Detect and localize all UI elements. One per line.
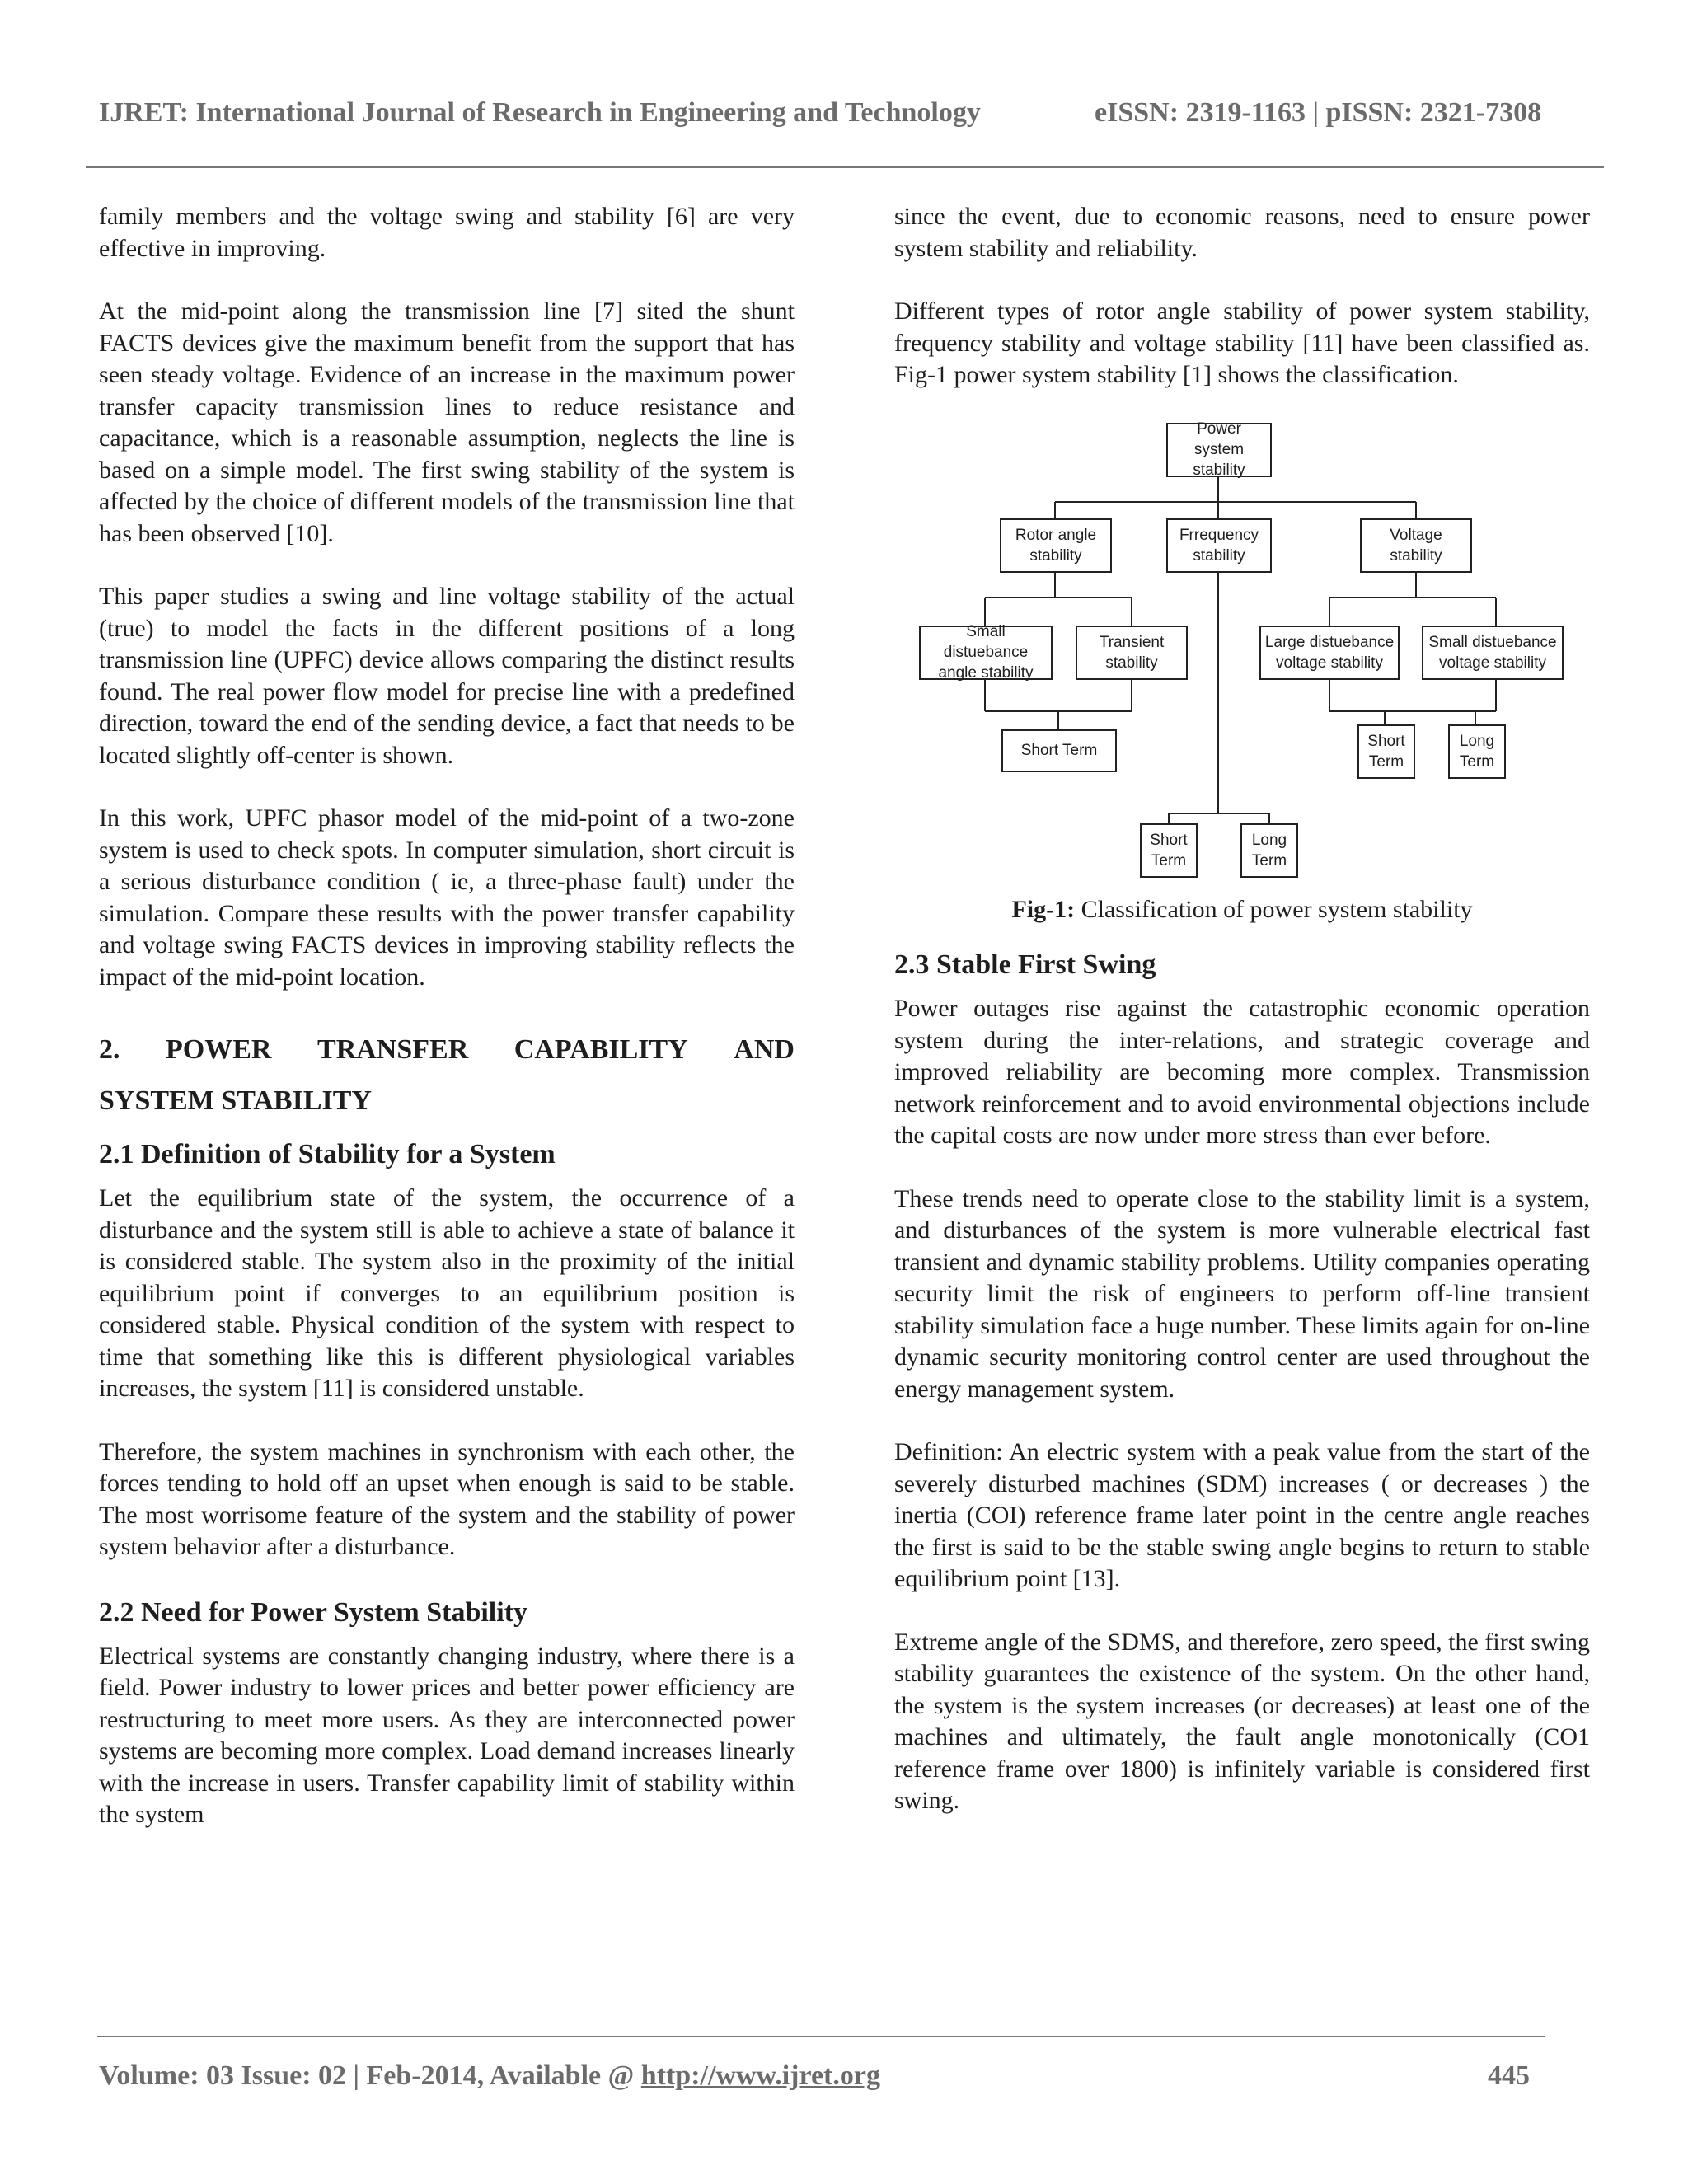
paragraph: These trends need to operate close to the stability limit is a system, and disturbances of the system is more vulnerable electrical fast transient and dynamic stability problems. Utility companies operating security limit the risk of engineers to perform off-line transient stability simulation face a huge number. These limits again for on-line dynamic security monitoring control center are used throughout the energy management system. — [894, 1184, 1590, 1403]
heading-word: 2. — [99, 1034, 120, 1065]
node-frequency-stability: Frrequency stability — [1166, 518, 1272, 573]
right-column — [894, 201, 1590, 1849]
node-long-term-voltage: Long Term — [1448, 724, 1506, 779]
paragraph: Power outages rise against the catastrophic economic operation system during the inter-relations, and strategic coverage and improved reliability are becoming more complex. Transmission network reinforcement and to avoid environmental objections include the capital costs are now under more stress than ever before. — [894, 995, 1590, 1149]
figure-caption — [894, 894, 1590, 926]
page-footer — [99, 2060, 1530, 2092]
issn: eISSN: 2319-1163 | pISSN: 2321-7308 — [1095, 97, 1542, 128]
paragraph: Therefore, the system machines in synchronism with each other, the forces tending to hold off an upset when enough is said to be stable. The most worrisome feature of the system and the stability of power system behavior after a disturbance. — [99, 1437, 795, 1560]
heading-word: CAPABILITY — [513, 1034, 688, 1065]
paragraph: Definition: An electric system with a peak value from the start of the severely disturbed machines (SDM) increases ( or decreases ) the inertia (COI) reference frame later point in the centre angle reaches the first is said to be the stable swing angle begins to return to stable equilibrium point [13]. — [894, 1438, 1590, 1592]
subsection-2-2-heading: 2.2 Need for Power System Stability — [99, 1596, 528, 1628]
header-rule — [86, 166, 1604, 168]
paragraph: since the event, due to economic reasons, need to ensure power system stability and reliability. — [894, 203, 1590, 262]
node-small-disturbance-angle-stability: Small distuebance angle stability — [919, 626, 1053, 680]
node-short-term-frequency: Short Term — [1140, 823, 1198, 878]
paragraph: In this work, UPFC phasor model of the mid-point of a two-zone system is used to check spots. In computer simulation, short circuit is a serious disturbance condition ( ie, a three-phase fault) under the simulation. Compare these results with the power transfer capability and voltage swing FACTS devices in improving stability reflects the impact of the mid-point location. — [99, 804, 795, 991]
heading-word: TRANSFER — [317, 1034, 469, 1065]
paragraph: Let the equilibrium state of the system, the occurrence of a disturbance and the system still is able to achieve a state of balance it is considered stable. The system also in the proximity of the initial equilibrium point if converges to an equilibrium position is considered stable. Physical condition of the system with respect to time that something like this is different physiological variables increases, the system [11] is considered unstable. — [99, 1184, 795, 1402]
footer-rule — [97, 2036, 1545, 2037]
volume-info: Volume: 03 Issue: 02 | Feb-2014, Available @ — [99, 2060, 641, 2091]
stability-classification-diagram — [894, 420, 1590, 884]
heading-line-2: SYSTEM STABILITY — [99, 1085, 372, 1116]
journal-name: IJRET: International Journal of Research in Engineering and Technology — [99, 97, 981, 128]
node-long-term-frequency: Long Term — [1240, 823, 1298, 878]
left-column — [99, 201, 795, 1863]
paragraph: Electrical systems are constantly changing industry, where there is a field. Power industry to lower prices and better power efficiency are restructuring to meet more users. As they are interconnected power systems are becoming more complex. Load demand increases linearly with the increase in users. Transfer capability limit of stability within the system — [99, 1642, 795, 1828]
node-voltage-stability: Voltage stability — [1360, 518, 1472, 573]
running-header — [99, 97, 1591, 129]
paragraph: Different types of rotor angle stability of power system stability, frequency stability and voltage stability [11] have been classified as. Fig-1 power system stability [1] shows the classification. — [894, 298, 1590, 388]
node-power-system-stability: Power system stability — [1166, 423, 1272, 477]
journal-url-link[interactable]: http://www.ijret.org — [640, 2060, 880, 2091]
paragraph: This paper studies a swing and line voltage stability of the actual (true) to model the facts in the different positions of a long transmission line (UPFC) device allows comparing the distinct results found. The real power flow model for precise line with a predefined direction, toward the end of the sending device, a fact that needs to be located slightly off-center is shown. — [99, 583, 795, 769]
node-short-term-rotor: Short Term — [1001, 729, 1117, 772]
paragraph: family members and the voltage swing and stability [6] are very effective in improving. — [99, 203, 795, 262]
page-number: 445 — [1488, 2060, 1530, 2091]
caption-label: Fig-1: — [1011, 895, 1076, 923]
subsection-2-1-heading: 2.1 Definition of Stability for a System — [99, 1139, 556, 1169]
node-transient-stability: Transient stability — [1076, 626, 1188, 680]
subsection-2-3-heading: 2.3 Stable First Swing — [894, 949, 1156, 980]
node-rotor-angle-stability: Rotor angle stability — [1000, 518, 1112, 573]
node-short-term-voltage: Short Term — [1357, 724, 1415, 779]
node-small-disturbance-voltage-stability: Small distuebance voltage stability — [1422, 626, 1564, 680]
node-large-disturbance-voltage-stability: Large distuebance voltage stability — [1259, 626, 1400, 680]
paragraph: At the mid-point along the transmission line [7] sited the shunt FACTS devices give the maximum benefit from the support that has seen steady voltage. Evidence of an increase in the maximum power transfer capacity transmission lines to reduce resistance and capacitance, which is a reasonable assumption, neglects the line is based on a simple model. The first swing stability of the system is affected by the choice of different models of the transmission line that has been observed [10]. — [99, 298, 795, 547]
paragraph: Extreme angle of the SDMS, and therefore, zero speed, the first swing stability guarantees the existence of the system. On the other hand, the system is the system increases (or decreases) at least one of the machines and ultimately, the fault angle monotonically (CO1 reference frame over 1800) is infinitely variable is considered first swing. — [894, 1628, 1590, 1814]
heading-word: POWER — [166, 1034, 272, 1065]
section-2-heading — [99, 1024, 795, 1127]
heading-word: AND — [734, 1034, 795, 1065]
caption-text: Classification of power system stability — [1075, 895, 1473, 923]
